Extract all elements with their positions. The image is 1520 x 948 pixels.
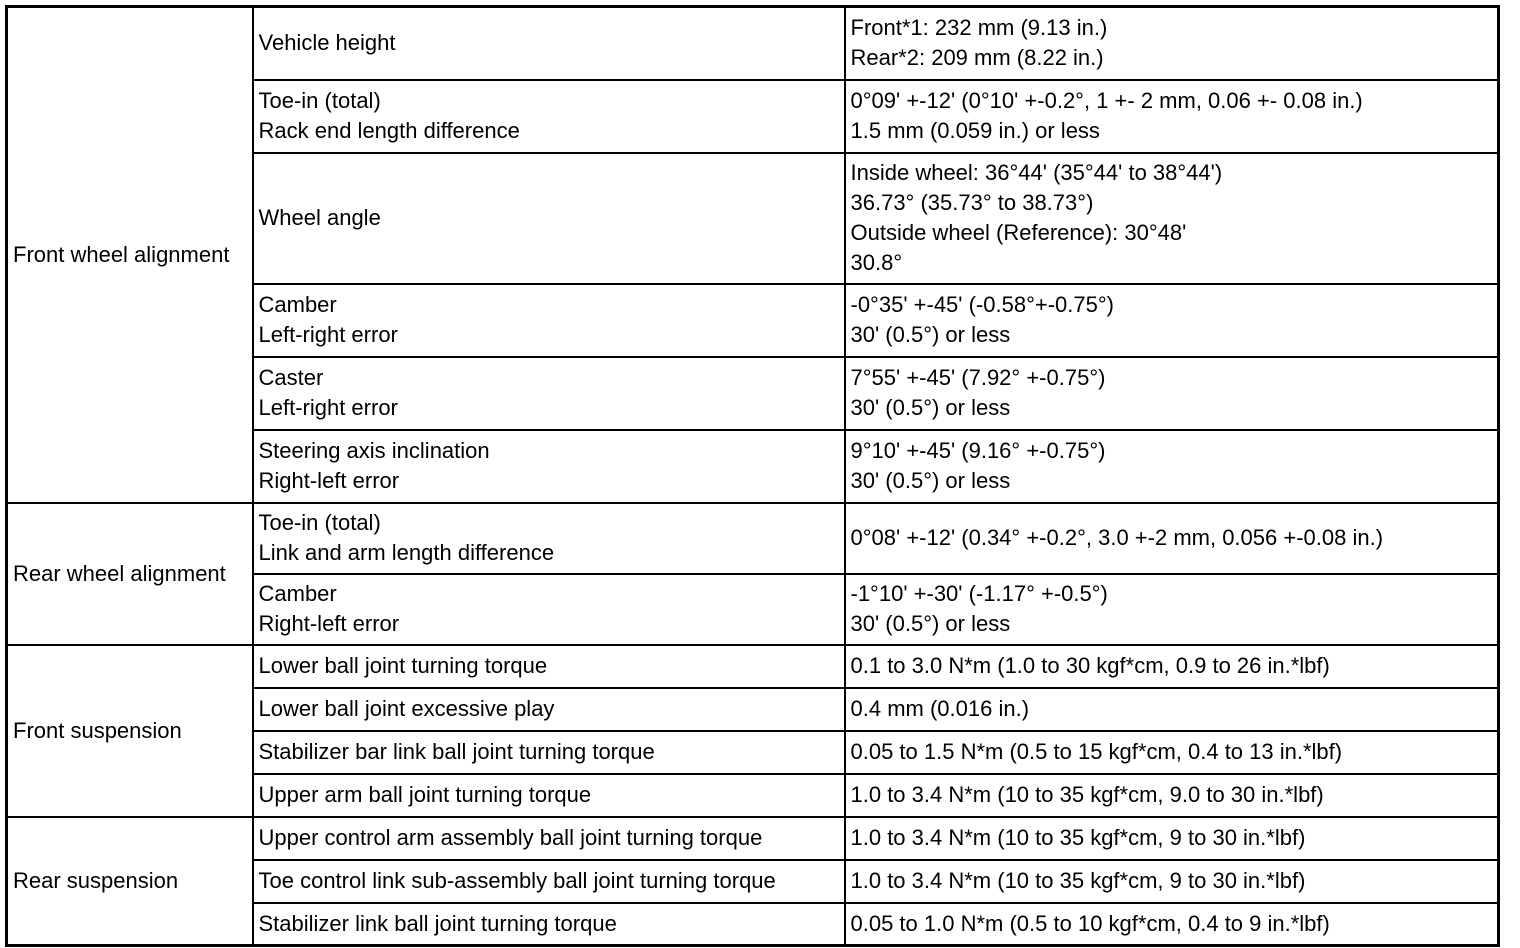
table-row xyxy=(7,7,1499,80)
item-cell xyxy=(253,817,845,860)
item-label: Camber xyxy=(258,292,337,317)
item-cell xyxy=(253,903,845,946)
item-label: Wheel angle xyxy=(258,205,381,230)
value-line: 30' (0.5°) or less xyxy=(850,468,1011,493)
item-label: Upper arm ball joint turning torque xyxy=(258,782,592,807)
item-label: Upper control arm assembly ball joint turning torque xyxy=(258,825,763,850)
item-sublabel: Right-left error xyxy=(258,468,400,493)
value-line: Inside wheel: 36°44' (35°44' to 38°44') xyxy=(850,160,1223,185)
table-row xyxy=(7,817,1499,860)
value-line: 9°10' +-45' (9.16° +-0.75°) xyxy=(850,438,1106,463)
item-sublabel: Left-right error xyxy=(258,322,398,347)
item-sublabel: Right-left error xyxy=(258,611,400,636)
item-cell xyxy=(253,688,845,731)
value-cell xyxy=(845,153,1499,284)
table-row xyxy=(7,503,1499,574)
item-cell xyxy=(253,774,845,817)
value-line: -0°35' +-45' (-0.58°+-0.75°) xyxy=(850,292,1114,317)
value-cell xyxy=(845,731,1499,774)
item-label: Steering axis inclination xyxy=(258,438,490,463)
item-cell xyxy=(253,430,845,503)
item-cell xyxy=(253,153,845,284)
value-cell xyxy=(845,80,1499,153)
value-line: 30' (0.5°) or less xyxy=(850,395,1011,420)
value-line: Outside wheel (Reference): 30°48' xyxy=(850,220,1187,245)
value-line: 30' (0.5°) or less xyxy=(850,611,1011,636)
item-label: Lower ball joint turning torque xyxy=(258,653,548,678)
value-line: -1°10' +-30' (-1.17° +-0.5°) xyxy=(850,581,1108,606)
item-label: Stabilizer bar link ball joint turning torque xyxy=(258,739,655,764)
value-cell xyxy=(845,774,1499,817)
value-line: Front*1: 232 mm (9.13 in.) xyxy=(850,15,1108,41)
value-cell xyxy=(845,688,1499,731)
item-cell xyxy=(253,731,845,774)
item-cell xyxy=(253,860,845,903)
value-cell xyxy=(845,860,1499,903)
item-cell xyxy=(253,645,845,688)
item-cell xyxy=(253,80,845,153)
item-cell xyxy=(253,284,845,357)
value-cell xyxy=(845,645,1499,688)
value-line: 36.73° (35.73° to 38.73°) xyxy=(850,190,1094,215)
value-line: 30' (0.5°) or less xyxy=(850,322,1011,347)
group-rear-wheel-alignment: Rear wheel alignment xyxy=(7,503,253,645)
item-label: Camber xyxy=(258,581,337,606)
value-line: 0.05 to 1.0 N*m (0.5 to 10 kgf*cm, 0.4 to 9 in.*lbf) xyxy=(850,910,1330,936)
value-line: 0.05 to 1.5 N*m (0.5 to 15 kgf*cm, 0.4 to 13 in.*lbf) xyxy=(850,739,1343,764)
value-line: 1.0 to 3.4 N*m (10 to 35 kgf*cm, 9 to 30 in.*lbf) xyxy=(850,825,1306,850)
value-line: 30.8° xyxy=(850,250,903,275)
value-line: 0°09' +-12' (0°10' +-0.2°, 1 +- 2 mm, 0.06 +- 0.08 in.) xyxy=(850,88,1363,113)
item-label: Vehicle height xyxy=(258,30,396,56)
item-cell xyxy=(253,503,845,574)
value-line: 1.0 to 3.4 N*m (10 to 35 kgf*cm, 9 to 30 in.*lbf) xyxy=(850,868,1306,893)
item-cell xyxy=(253,357,845,430)
value-line: Rear*2: 209 mm (8.22 in.) xyxy=(850,45,1104,71)
item-sublabel: Left-right error xyxy=(258,395,398,420)
value-cell xyxy=(845,503,1499,574)
value-line: 7°55' +-45' (7.92° +-0.75°) xyxy=(850,365,1106,390)
item-sublabel: Rack end length difference xyxy=(258,118,520,143)
value-cell xyxy=(845,903,1499,946)
value-line: 0°08' +-12' (0.34° +-0.2°, 3.0 +-2 mm, 0.056 +-0.08 in.) xyxy=(850,525,1384,550)
item-label: Toe-in (total) xyxy=(258,510,381,535)
item-label: Toe control link sub-assembly ball joint turning torque xyxy=(258,868,776,893)
value-line: 1.5 mm (0.059 in.) or less xyxy=(850,118,1100,143)
group-rear-suspension: Rear suspension xyxy=(7,817,253,946)
item-label: Stabilizer link ball joint turning torque xyxy=(258,910,617,936)
item-cell xyxy=(253,7,845,80)
value-cell xyxy=(845,357,1499,430)
value-cell xyxy=(845,430,1499,503)
alignment-spec-table xyxy=(5,5,1500,947)
item-sublabel: Link and arm length difference xyxy=(258,540,555,565)
item-label: Toe-in (total) xyxy=(258,88,381,113)
value-line: 0.1 to 3.0 N*m (1.0 to 30 kgf*cm, 0.9 to 26 in.*lbf) xyxy=(850,653,1330,678)
value-cell xyxy=(845,7,1499,80)
value-cell xyxy=(845,817,1499,860)
item-cell xyxy=(253,574,845,645)
item-label: Caster xyxy=(258,365,324,390)
group-front-suspension: Front suspension xyxy=(7,645,253,817)
value-cell xyxy=(845,574,1499,645)
group-front-wheel-alignment: Front wheel alignment xyxy=(7,7,253,503)
value-line: 1.0 to 3.4 N*m (10 to 35 kgf*cm, 9.0 to 30 in.*lbf) xyxy=(850,782,1324,807)
value-line: 0.4 mm (0.016 in.) xyxy=(850,696,1030,721)
value-cell xyxy=(845,284,1499,357)
item-label: Lower ball joint excessive play xyxy=(258,696,555,721)
table-row xyxy=(7,645,1499,688)
